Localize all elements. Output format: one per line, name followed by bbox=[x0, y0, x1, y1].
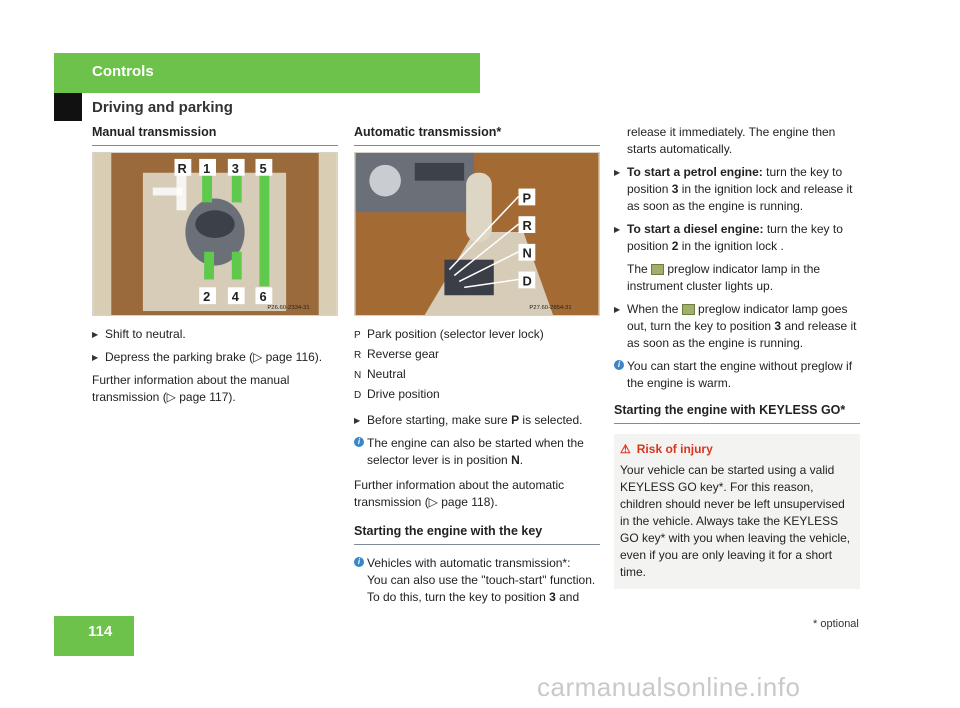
automatic-further-info: Further information about the automatic transmission (▷ page 118). bbox=[354, 478, 565, 509]
heading-keyless-go: Starting the engine with KEYLESS GO* bbox=[614, 402, 860, 424]
step-petrol-engine: ▶ To start a petrol engine: turn the key to position 3 in the ignition lock and release it as soon as the engine is running. bbox=[614, 164, 860, 215]
subsection-title: Driving and parking bbox=[92, 99, 233, 116]
gear-legend-item: D Drive position bbox=[354, 387, 440, 401]
gear-legend-item: R Reverse gear bbox=[354, 347, 440, 361]
gear-label: R bbox=[522, 218, 532, 234]
column-manual bbox=[92, 124, 338, 412]
header-marker bbox=[54, 93, 82, 121]
manual-shift-image bbox=[92, 152, 338, 316]
gear-label: N bbox=[522, 245, 532, 261]
touch-start-continued: release it immediately. The engine then starts automatically. bbox=[627, 125, 836, 156]
preglow-icon bbox=[682, 304, 695, 315]
warning-triangle-icon: ⚠ bbox=[620, 442, 631, 456]
shift-label: 6 bbox=[259, 289, 267, 305]
warning-title: ⚠ Risk of injury bbox=[620, 442, 713, 456]
preglow-icon bbox=[651, 264, 664, 275]
shift-label: 3 bbox=[231, 160, 239, 176]
page-number: 114 bbox=[88, 623, 113, 640]
footnote: * optional bbox=[813, 618, 859, 630]
shift-label: R bbox=[177, 160, 187, 176]
info-no-preglow: i You can start the engine without preglow if the engine is warm. bbox=[614, 358, 860, 392]
heading-manual-transmission: Manual transmission bbox=[92, 124, 338, 146]
shift-label: 1 bbox=[203, 160, 211, 176]
info-icon: i bbox=[354, 437, 364, 447]
manual-further-info: Further information about the manual transmission (▷ page 117). bbox=[92, 373, 290, 404]
gear-legend-item: P Park position (selector lever lock) bbox=[354, 327, 544, 341]
column-start-engine bbox=[614, 124, 860, 589]
automatic-selector-illustration bbox=[355, 153, 599, 315]
diesel-preglow-note: The preglow indicator lamp in the instrument cluster lights up. bbox=[627, 262, 821, 293]
shift-label: 2 bbox=[203, 289, 211, 305]
shift-label: 4 bbox=[231, 289, 239, 305]
image-code: P27.60-2854-31 bbox=[529, 305, 572, 312]
warning-box bbox=[614, 434, 860, 589]
column-automatic bbox=[354, 124, 600, 614]
manual-shift-illustration bbox=[93, 153, 337, 315]
gear-label: P bbox=[522, 190, 532, 206]
heading-automatic-transmission: Automatic transmission* bbox=[354, 124, 600, 146]
info-neutral-start: i The engine can also be started when the selector lever is in position N. bbox=[354, 435, 600, 469]
info-icon: i bbox=[614, 360, 624, 370]
step-diesel-engine: ▶ To start a diesel engine: turn the key to position 2 in the ignition lock . bbox=[614, 221, 860, 255]
image-code: P26.60-2334-31 bbox=[267, 305, 310, 312]
gear-legend-item: N Neutral bbox=[354, 367, 406, 381]
shift-label: 5 bbox=[259, 160, 267, 176]
heading-start-with-key: Starting the engine with the key bbox=[354, 523, 600, 545]
automatic-selector-image bbox=[354, 152, 600, 316]
info-touch-start: i Vehicles with automatic transmission*: You can also use the "touch-start" function. To do this, turn the key to position 3 and bbox=[354, 555, 600, 606]
step-preglow-out: ▶ When the preglow indicator lamp goes out, turn the key to position 3 and release it as soon as the engine is running. bbox=[614, 301, 860, 352]
watermark: carmanualsonline.info bbox=[537, 672, 801, 702]
warning-text: Your vehicle can be started using a valid KEYLESS GO key*. For this reason, children should never be left unsupervised in the vehicle. Always take the KEYLESS GO key* with you when leaving the vehicle, even if you are only leaving it for a short time. bbox=[620, 463, 851, 579]
info-icon: i bbox=[354, 557, 364, 567]
gear-label: D bbox=[522, 273, 532, 289]
section-title: Controls bbox=[92, 63, 154, 80]
step-shift-neutral: ▶ Shift to neutral. bbox=[92, 326, 338, 343]
step-check-park: ▶ Before starting, make sure P is selected. bbox=[354, 412, 600, 429]
step-parking-brake: ▶ Depress the parking brake (▷ page 116). bbox=[92, 349, 338, 366]
